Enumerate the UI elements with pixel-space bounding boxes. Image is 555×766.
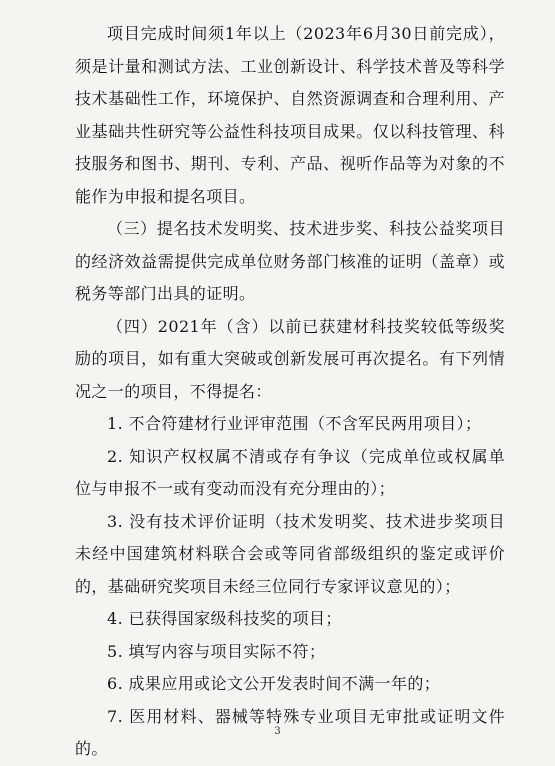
list-item: 5. 填写内容与项目实际不符； bbox=[107, 641, 326, 661]
list-item: 7. 医用材料、器械等特殊专业项目无审批或证明文件的。 bbox=[75, 706, 505, 758]
page-number: 3 bbox=[274, 726, 281, 737]
list-item: 4. 已获得国家级科技奖的项目； bbox=[107, 609, 342, 628]
list-item: 2. 知识产权权属不清或存有争议（完成单位或权属单位与申报不一或有变动而没有充分理由的）； bbox=[75, 446, 505, 498]
list-item: 3. 没有技术评价证明（技术发明奖、技术进步奖项目未经中国建筑材料联合会或等同省部级组织的鉴定或评价的，基础研究奖项目未经三位同行专家评议意见的）； bbox=[75, 511, 505, 596]
list-item: 1. 不合符建材行业评审范围（不含军民两用项目）； bbox=[107, 414, 482, 433]
list-item: 6. 成果应用或论文公开发表时间不满一年的； bbox=[107, 674, 441, 693]
document-body bbox=[75, 18, 505, 766]
paragraph-economic-benefit-proof: （三）提名技术发明奖、技术进步奖、科技公益奖项目的经济效益需提供完成单位财务部门核准的证明（盖章）或税务等部门出具的证明。 bbox=[75, 219, 505, 303]
paragraph-renomination-rules: （四）2021年（含）以前已获建材科技奖较低等级奖励的项目，如有重大突破或创新发展可再次提名。有下列情况之一的项目，不得提名： bbox=[75, 316, 505, 401]
paragraph-completion-requirements: 项目完成时间须1年以上（2023年6月30日前完成），须是计量和测试方法、工业创新设计、科学技术普及等科学技术基础性工作，环境保护、自然资源调查和合理利用、产业基础共性研究等公益性科技项目成果。仅以科技管理、科技服务和图书、期刊、专利、产品、视听作品等为对象的不能作为申报和提名项目。 bbox=[75, 24, 505, 206]
